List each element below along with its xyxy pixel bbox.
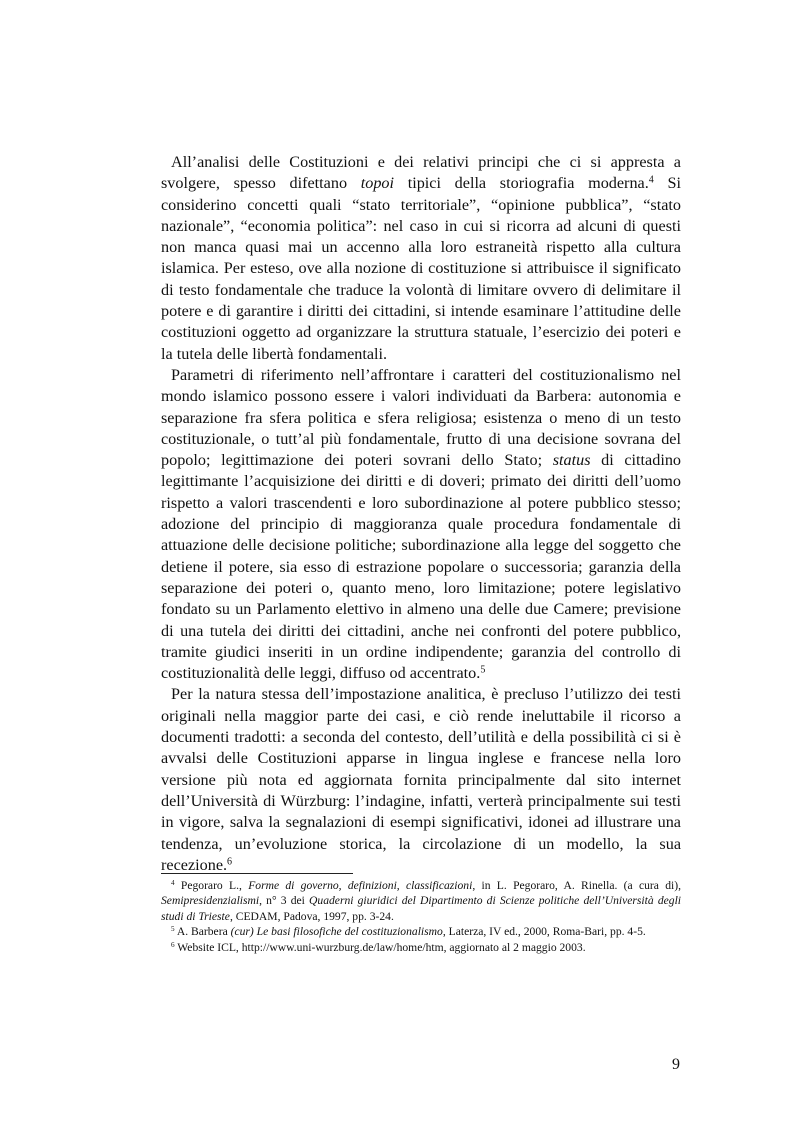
footnote-4: [161, 878, 681, 924]
paragraph-3-text-a: Per la natura stessa dell’impostazione analitica, è precluso l’utilizzo dei testi originali nella maggior parte dei casi, e ciò rende ineluttabile il ricorso a documenti tradotti: a seconda del contesto, dell’utilità e della possibilità ci si è avvalsi delle Costituzioni apparse in lingua inglese e francese nella loro versione più nota ed aggiornata fornita principalmente dal sito internet dell’Università di Würzburg: l’indagine, infatti, verterà principalmente sui testi in vigore, salva la segnalazioni di esempi significativi, idonei ad illustrare una tendenza, un’evoluzione storica, la circolazione di un modello, la sua recezione.: [161, 685, 681, 874]
footnote-4-number: 4: [171, 879, 175, 888]
footnote-5: [161, 924, 681, 939]
footnote-ref-5: 5: [480, 664, 486, 676]
footnote-5-number: 5: [171, 925, 175, 934]
footnotes: [161, 878, 681, 955]
footnote-4-text-g: , CEDAM, Padova, 1997, pp. 3-24.: [229, 909, 394, 923]
footnote-4-italic-f: Quaderni giuridici del Dipartimento di Scienze politiche dell’Università degli studi di Trieste: [161, 894, 682, 923]
footnote-4-italic-d: Semipresidenzialismi: [161, 894, 260, 908]
paragraph-2-text-a: Parametri di riferimento nell’affrontare i caratteri del costituzionalismo nel mondo islamico possono essere i valori individuati da Barbera: autonomia e separazione fra sfera politica e sfera religiosa; esistenza o meno di un testo costituzionale, o tutt’al più fondamentale, frutto di una decisione sovrana del popolo; legittimazione dei poteri sovrani dello Stato;: [161, 365, 681, 470]
footnote-6: [161, 940, 681, 955]
footnote-4-text-c: , in L. Pegoraro, A. Rinella. (a cura di),: [472, 879, 681, 892]
paragraph-3: [161, 684, 681, 876]
paragraph-1-text-d: Si considerino concetti quali “stato territoriale”, “opinione pubblica”, “stato nazionale”, “economia politica”: nel caso in cui si ricorra ad alcuni di questi non manca quasi mai un accenno alla loro estraneità rispetto alla cultura islamica. Per esteso, ove alla nozione di costituzione si attribuisce il significato di testo fondamentale che traduce la volontà di limitare ovvero di delimitare il potere e di garantire i diritti dei cittadini, si intende esaminare l’attitudine delle costituzioni oggetto ad organizzare la struttura statuale, l’esercizio dei poteri e la tutela delle libertà fondamentali.: [161, 174, 681, 363]
paragraph-2-italic-status: status: [552, 451, 591, 470]
paragraph-1-text-a: All’analisi delle Costituzioni e dei relativi principi che ci si appresta a svolgere, spesso difettano: [161, 153, 681, 193]
paragraph-1-text-c: tipici della storiografia moderna.: [394, 174, 649, 193]
paragraph-1-italic-topoi: topoi: [360, 174, 395, 193]
footnote-6-text-a: Website ICL, http://www.uni-wurzburg.de/law/home/htm, aggiornato al 2 maggio 2003.: [174, 940, 586, 954]
paragraph-2: [161, 365, 681, 684]
footnote-4-text-e: , n° 3 dei: [259, 894, 310, 908]
footnote-ref-6: 6: [227, 856, 233, 868]
footnote-5-text-c: , Laterza, IV ed., 2000, Roma-Bari, pp. 4-5.: [442, 925, 646, 939]
footnote-separator: [161, 873, 353, 874]
footnote-5-text-a: A. Barbera: [174, 925, 231, 939]
footnote-4-italic-b: Forme di governo, definizioni, classificazioni: [248, 879, 473, 892]
paragraph-1: [161, 152, 681, 365]
footnote-4-text-a: Pegoraro L.,: [174, 879, 249, 892]
footnote-6-number: 6: [171, 940, 175, 949]
body-text: [161, 152, 681, 876]
page-number: 9: [672, 1056, 680, 1073]
footnote-5-italic-b: (cur) Le basi filosofiche del costituzionalismo: [230, 925, 443, 939]
footnote-ref-4: 4: [648, 174, 654, 186]
paragraph-2-text-c: di cittadino legittimante l’acquisizione dei diritti e di doveri; primato dei diritti dell’uomo rispetto a valori trascendenti e loro subordinazione al potere pubblico stesso; adozione del principio di maggioranza quale procedura fondamentale di attuazione delle decisione politiche; subordinazione alla legge del soggetto che detiene il potere, sia esso di estrazione popolare o successoria; garanzia della separazione dei poteri o, quanto meno, loro limitazione; potere legislativo fondato su un Parlamento elettivo in almeno una delle due Camere; previsione di una tutela dei diritti dei cittadini, anche nei confronti del potere pubblico, tramite giudici inseriti in un ordine indipendente; garanzia del controllo di costituzionalità delle leggi, diffuso od accentrato.: [161, 451, 682, 683]
